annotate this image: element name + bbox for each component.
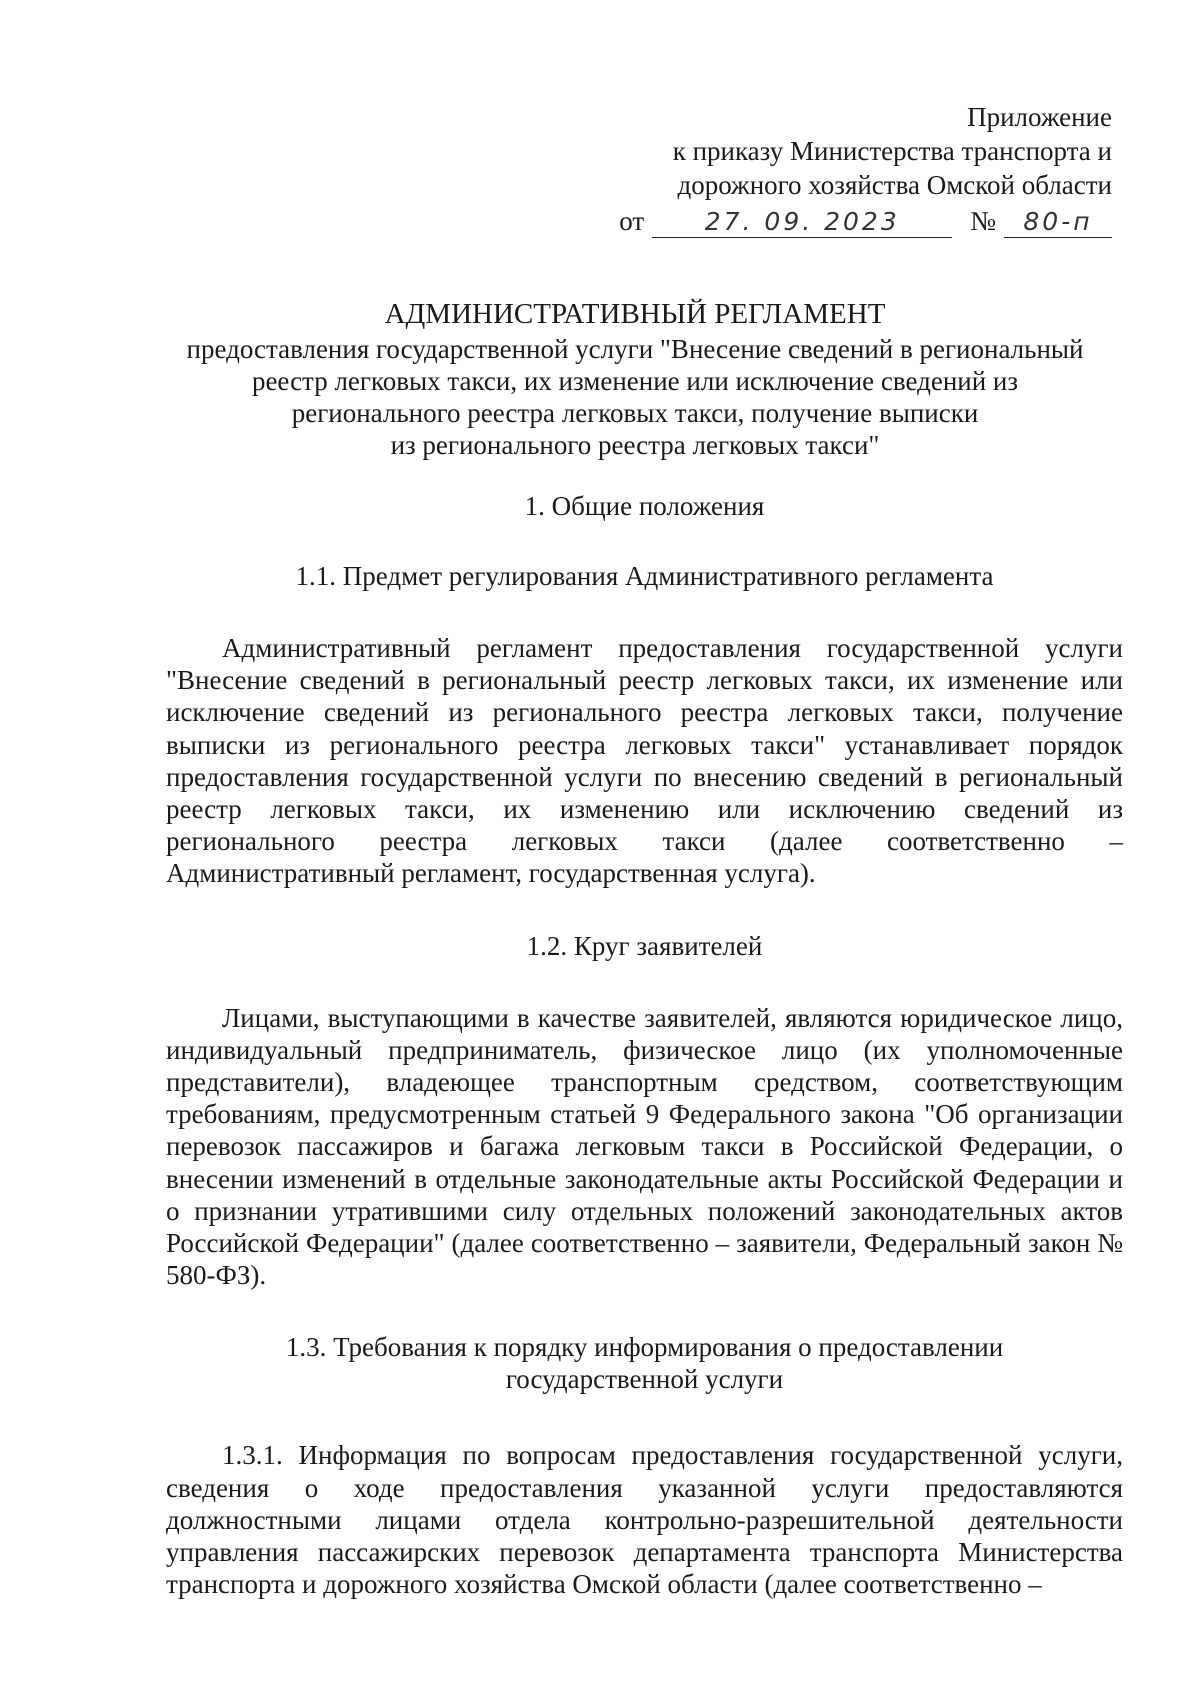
section-1-2-heading: 1.2. Круг заявителей <box>526 930 763 961</box>
section-1-3-heading-line: государственной услуги <box>505 1364 784 1395</box>
document-body <box>166 490 1123 1600</box>
section-1-3-1-paragraph: 1.3.1. Информация по вопросам предоставления государственной услуги, сведения о ходе предоставления указанной услуги предоставляются должностными лицами отдела контрольно-разрешительной деятельности управления пассажирских перевозок департамента транспорта Министерства транспорта и дорожного хозяйства Омской области (далее соответственно – <box>166 1440 1123 1600</box>
subtitle-line: предоставления государственной услуги "Внесение сведений в региональный <box>186 334 1084 364</box>
document-subtitle <box>150 333 1120 461</box>
section-1-3-heading-line: 1.3. Требования к порядку информирования о предоставлении <box>285 1332 1004 1363</box>
subtitle-line: из регионального реестра легковых такси" <box>390 430 880 460</box>
section-1-2-paragraph: Лицами, выступающими в качестве заявителей, являются юридическое лицо, индивидуальный предприниматель, физическое лицо (их уполномоченные представители), владеющее транспортным средством, соответствующим требованиям, предусмотренным статьей 9 Федерального закона "Об организации перевозок пассажиров и багажа легковым такси в Российской Федерации, о внесении изменений в отдельные законодательные акты Российской Федерации и о признании утратившими силу отдельных положений законодательных актов Российской Федерации" (далее соответственно – заявители, Федеральный закон № 580-ФЗ). <box>166 1002 1123 1291</box>
order-date: 27. 09. 2023 <box>652 207 952 238</box>
section-1-1-paragraph: Административный регламент предоставления государственной услуги "Внесение сведений в региональный реестр легковых такси, их изменение или исключение сведений из регионального реестра легковых такси, получение выписки из регионального реестра легковых такси" устанавливает порядок предоставления государственной услуги по внесению сведений в региональный реестр легковых такси, их изменению или исключению сведений из регионального реестра легковых такси (далее соответственно – Административный регламент, государственная услуга). <box>166 633 1123 889</box>
appendix-date-number-line <box>592 204 1112 238</box>
subtitle-line: реестр легковых такси, их изменение или исключение сведений из <box>251 366 1019 396</box>
section-1-1-heading: 1.1. Предмет регулирования Административного регламента <box>295 561 994 591</box>
order-number: 80-п <box>1004 207 1112 238</box>
appendix-ministry: дорожного хозяйства Омской области <box>677 170 1112 200</box>
section-1-heading: 1. Общие положения <box>524 491 765 521</box>
section-1-3-heading <box>166 1331 1123 1395</box>
title-block <box>150 297 1120 461</box>
appendix-header <box>592 100 1112 238</box>
number-label: № <box>970 206 996 236</box>
subtitle-line: регионального реестра легковых такси, получение выписки <box>291 398 979 428</box>
from-label: от <box>619 206 645 236</box>
appendix-order-ref: к приказу Министерства транспорта и <box>672 136 1112 166</box>
appendix-label: Приложение <box>967 102 1112 132</box>
document-title: АДМИНИСТРАТИВНЫЙ РЕГЛАМЕНТ <box>384 298 886 330</box>
